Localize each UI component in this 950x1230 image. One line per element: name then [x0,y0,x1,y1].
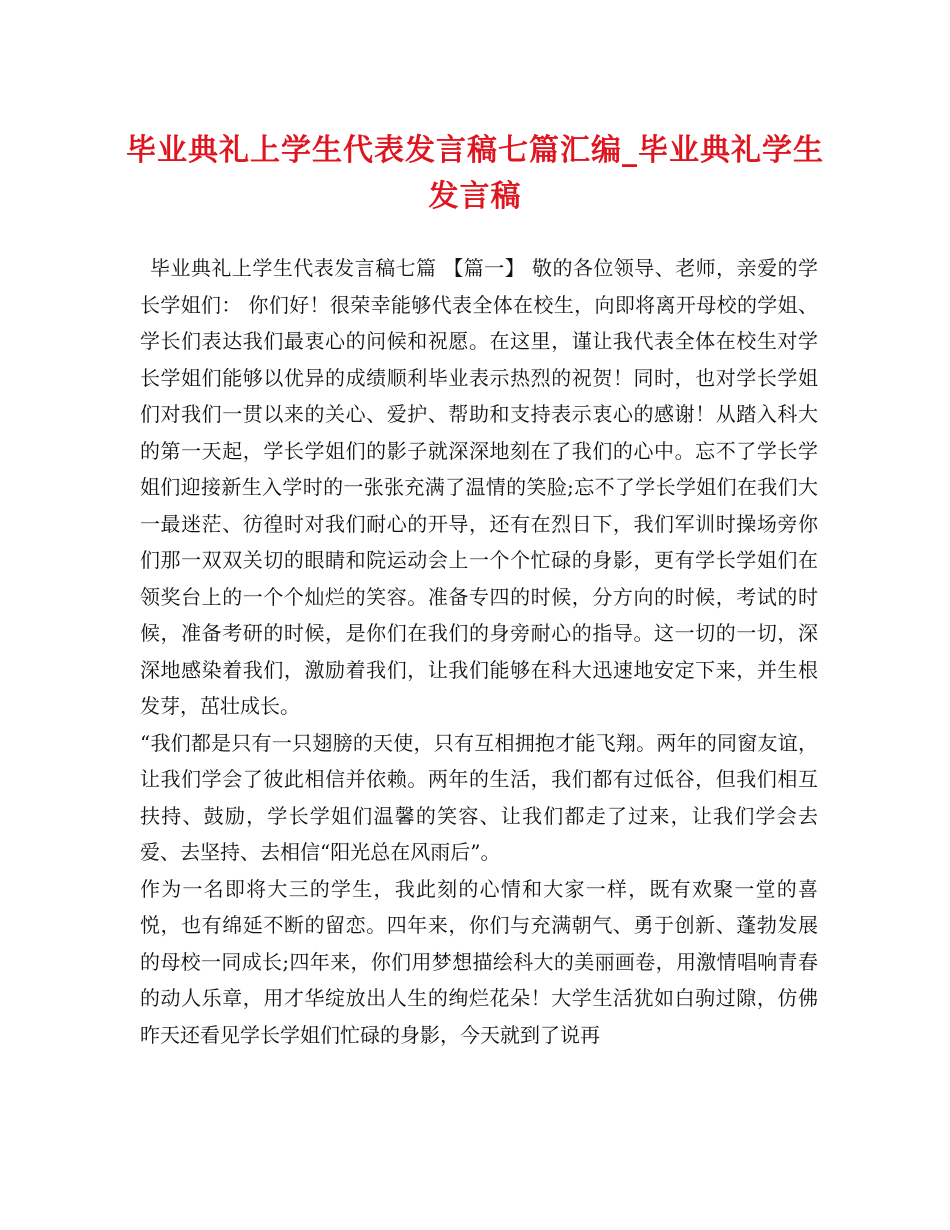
paragraph-3: 作为一名即将大三的学生，我此刻的心情和大家一样，既有欢聚一堂的喜悦，也有绵延不断的留恋。四年来，你们与充满朝气、勇于创新、蓬勃发展的母校一同成长;四年来，你们用梦想描绘科大的美丽画卷，用激情唱响青春的动人乐章，用才华绽放出人生的绚烂花朵！大学生活犹如白驹过隙，仿佛昨天还看见学长学姐们忙碌的身影，今天就到了说再 [140,876,818,1047]
document-body [140,250,818,1053]
paragraph-1: 毕业典礼上学生代表发言稿七篇 【篇一】 敬的各位领导、老师，亲爱的学长学姐们： 你们好！很荣幸能够代表全体在校生，向即将离开母校的学姐、学长们表达我们最衷心的问候和祝愿。在这里，谨让我代表全体在校生对学长学姐们能够以优异的成绩顺利毕业表示热烈的祝贺！同时，也对学长学姐们对我们一贯以来的关心、爱护、帮助和支持表示衷心的感谢！从踏入科大的第一天起，学长学姐们的影子就深深地刻在了我们的心中。忘不了学长学姐们迎接新生入学时的一张张充满了温情的笑脸;忘不了学长学姐们在我们大一最迷茫、彷徨时对我们耐心的开导，还有在烈日下，我们军训时操场旁你们那一双双关切的眼睛和院运动会上一个个忙碌的身影，更有学长学姐们在领奖台上的一个个灿烂的笑容。准备专四的时候，分方向的时候，考试的时候，准备考研的时候，是你们在我们的身旁耐心的指导。这一切的一切，深深地感染着我们，激励着我们，让我们能够在科大迅速地安定下来，并生根发芽，茁壮成长。 [140,256,818,718]
paragraph-2: “我们都是只有一只翅膀的天使，只有互相拥抱才能飞翔。两年的同窗友谊，让我们学会了彼此相信并依赖。两年的生活，我们都有过低谷，但我们相互扶持、鼓励，学长学姐们温馨的笑容、让我们都走了过来，让我们学会去爱、去坚持、去相信“阳光总在风雨后”。 [140,730,818,864]
document-title: 毕业典礼上学生代表发言稿七篇汇编_毕业典礼学生发言稿 [126,133,824,214]
